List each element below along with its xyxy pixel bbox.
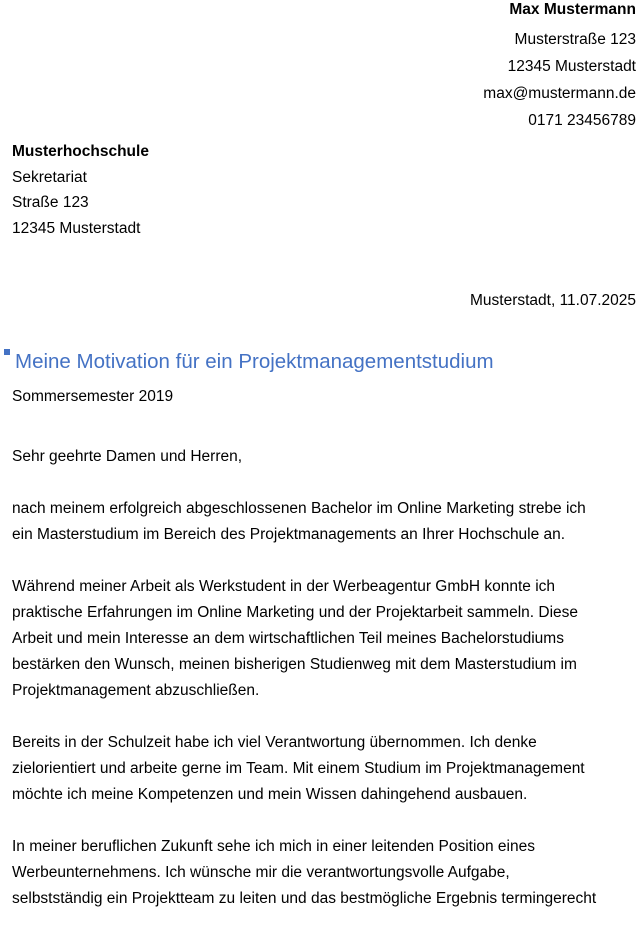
letter-subject: Meine Motivation für ein Projektmanagementstudium (15, 350, 494, 373)
paragraph-3 (12, 730, 639, 808)
recipient-department: Sekretariat (12, 168, 87, 186)
paragraph-line: In meiner beruflichen Zukunft sehe ich mich in einer leitenden Position eines (12, 838, 535, 855)
paragraph-line: Während meiner Arbeit als Werkstudent in der Werbeagentur GmbH konnte ich (12, 578, 556, 595)
paragraph-line: Bereits in der Schulzeit habe ich viel Verantwortung übernommen. Ich denke (12, 734, 537, 751)
paragraph-4 (12, 834, 639, 912)
sender-email: max@mustermann.de (483, 85, 636, 102)
paragraph-line: ein Masterstudium im Bereich des Projektmanagements an Ihrer Hochschule an. (12, 526, 566, 543)
semester-line: Sommersemester 2019 (12, 388, 174, 405)
recipient-city: 12345 Musterstadt (12, 219, 141, 237)
paragraph-line: zielorientiert und arbeite gerne im Team. Mit einem Studium im Projektmanagement (12, 760, 585, 777)
paragraph-line: Werbeunternehmens. Ich wünsche mir die verantwortungsvolle Aufgabe, (12, 864, 510, 881)
recipient-address (12, 139, 149, 241)
letter-body (12, 444, 639, 938)
sender-name: Max Mustermann (509, 1, 636, 18)
paragraph-1 (12, 496, 639, 548)
recipient-org: Musterhochschule (12, 143, 149, 160)
paragraph-line: selbstständig ein Projektteam zu leiten und das bestmögliche Ergebnis termingerecht (12, 890, 597, 907)
paragraph-line: praktische Erfahrungen im Online Marketing und der Projektarbeit sammeln. Diese (12, 604, 579, 621)
recipient-street: Straße 123 (12, 194, 89, 211)
paragraph-line: bestärken den Wunsch, meinen bisherigen Studienweg mit dem Masterstudium im (12, 656, 577, 673)
sender-street: Musterstraße 123 (514, 31, 636, 48)
paragraph-line: Projektmanagement abzuschließen. (12, 682, 260, 699)
paragraph-2 (12, 574, 639, 704)
heading-marker-icon (4, 349, 10, 355)
salutation: Sehr geehrte Damen und Herren, (12, 448, 243, 465)
letter-date: Musterstadt, 11.07.2025 (469, 292, 636, 309)
paragraph-line: möchte ich meine Kompetenzen und mein Wissen dahingehend ausbauen. (12, 786, 528, 803)
sender-phone: 0171 23456789 (528, 112, 636, 129)
sender-address (483, 0, 636, 134)
sender-city: 12345 Musterstadt (507, 58, 636, 75)
paragraph-line: Arbeit und mein Interesse an dem wirtschaftlichen Teil meines Bachelorstudiums (12, 630, 564, 647)
paragraph-line: nach meinem erfolgreich abgeschlossenen Bachelor im Online Marketing strebe ich (12, 500, 586, 517)
